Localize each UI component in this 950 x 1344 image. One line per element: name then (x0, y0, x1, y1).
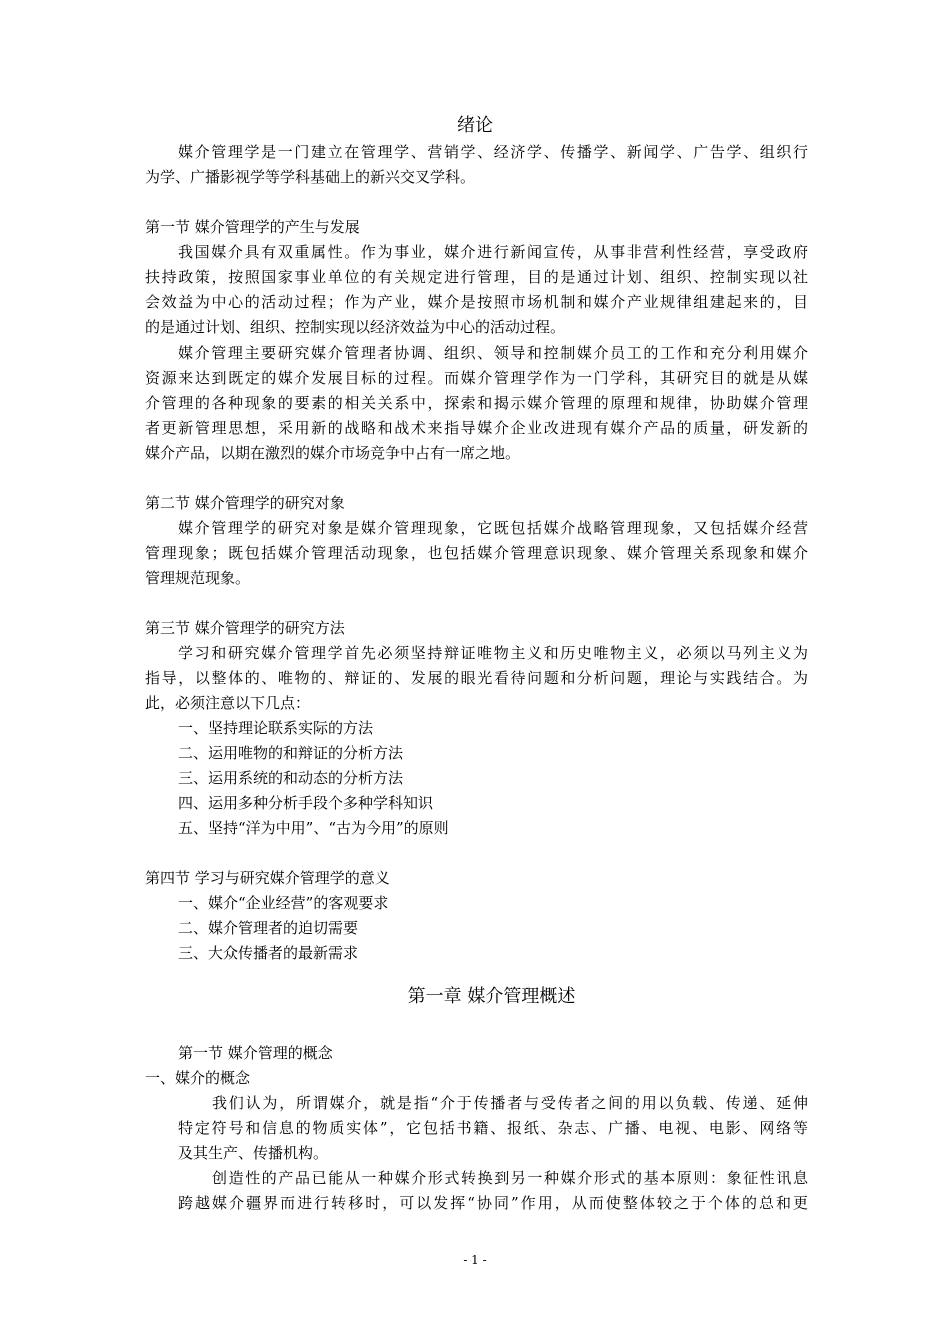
paragraph-line: 管理现象；既包括媒介管理活动现象，也包括媒介管理意识现象、媒介管理关系现象和媒介 (145, 544, 808, 562)
paragraph-line: 创造性的产品已能从一种媒介形式转换到另一种媒介形式的基本原则：象征性讯息 (212, 1169, 808, 1187)
list-item: 四、运用多种分析手段个多种学科知识 (178, 794, 434, 812)
list-item: 一、媒介“企业经营”的客观要求 (178, 894, 389, 912)
list-item: 二、运用唯物的和辩证的分析方法 (178, 744, 404, 762)
paragraph-line: 特定符号和信息的物质实体”，它包括书籍、报纸、杂志、广播、电视、电影、网络等 (178, 1119, 808, 1137)
intro-title: 绪论 (457, 115, 493, 136)
paragraph-line: 跨越媒介疆界而进行转移时，可以发挥“协同”作用，从而使整体较之于个体的总和更 (178, 1194, 808, 1212)
paragraph-line: 媒介管理主要研究媒介管理者协调、组织、领导和控制媒介员工的工作和充分利用媒介 (178, 344, 808, 362)
paragraph-line: 者更新管理思想，采用新的战略和战术来指导媒介企业改进现有媒介产品的质量，研发新的 (145, 419, 808, 437)
subsection-heading: 一、媒介的概念 (145, 1069, 251, 1087)
paragraph-line: 我们认为，所谓媒介，就是指“介于传播者与受传者之间的用以负载、传递、延伸 (212, 1094, 808, 1112)
list-item: 二、媒介管理者的迫切需要 (178, 919, 359, 937)
paragraph-line: 学习和研究媒介管理学首先必须坚持辩证唯物主义和历史唯物主义，必须以马列主义为 (178, 644, 808, 662)
paragraph-line: 我国媒介具有双重属性。作为事业，媒介进行新闻宣传，从事非营利性经营，享受政府 (178, 243, 808, 261)
section-heading: 第四节 学习与研究媒介管理学的意义 (145, 869, 390, 887)
paragraph-line: 的是通过计划、组织、控制实现以经济效益为中心的活动过程。 (145, 318, 566, 336)
paragraph-line: 资源来达到既定的媒介发展目标的过程。而媒介管理学作为一门学科，其研究目的就是从媒 (145, 369, 808, 387)
list-item: 三、运用系统的和动态的分析方法 (178, 769, 404, 787)
page-number: - 1 - (463, 1253, 487, 1267)
paragraph-line: 介管理的各种现象的要素的相关关系中，探索和揭示媒介管理的原理和规律，协助媒介管理 (145, 394, 808, 412)
paragraph-line: 管理规范现象。 (145, 569, 251, 587)
chapter-section-heading: 第一节 媒介管理的概念 (178, 1044, 333, 1062)
intro-line: 为学、广播影视学等学科基础上的新兴交叉学科。 (145, 168, 476, 186)
section-heading: 第二节 媒介管理学的研究对象 (145, 494, 345, 512)
paragraph-line: 扶持政策，按照国家事业单位的有关规定进行管理，目的是通过计划、组织、控制实现以社 (145, 268, 808, 286)
section-heading: 第三节 媒介管理学的研究方法 (145, 619, 345, 637)
paragraph-line: 指导，以整体的、唯物的、辩证的、发展的眼光看待问题和分析问题，理论与实践结合。为 (145, 669, 808, 687)
paragraph-line: 此，必须注意以下几点： (145, 694, 311, 712)
list-item: 五、坚持“洋为中用”、“古为今用”的原则 (178, 819, 449, 837)
list-item: 一、坚持理论联系实际的方法 (178, 719, 374, 737)
list-item: 三、大众传播者的最新需求 (178, 944, 359, 962)
chapter-title: 第一章 媒介管理概述 (407, 986, 576, 1007)
paragraph-line: 会效益为中心的活动过程；作为产业，媒介是按照市场机制和媒介产业规律组建起来的，目 (145, 293, 808, 311)
paragraph-line: 媒介产品，以期在激烈的媒介市场竞争中占有一席之地。 (145, 444, 521, 462)
paragraph-line: 及其生产、传播机构。 (178, 1144, 329, 1162)
intro-line: 媒介管理学是一门建立在管理学、营销学、经济学、传播学、新闻学、广告学、组织行 (178, 143, 808, 161)
paragraph-line: 媒介管理学的研究对象是媒介管理现象，它既包括媒介战略管理现象，又包括媒介经营 (178, 519, 808, 537)
section-heading: 第一节 媒介管理学的产生与发展 (145, 218, 360, 236)
